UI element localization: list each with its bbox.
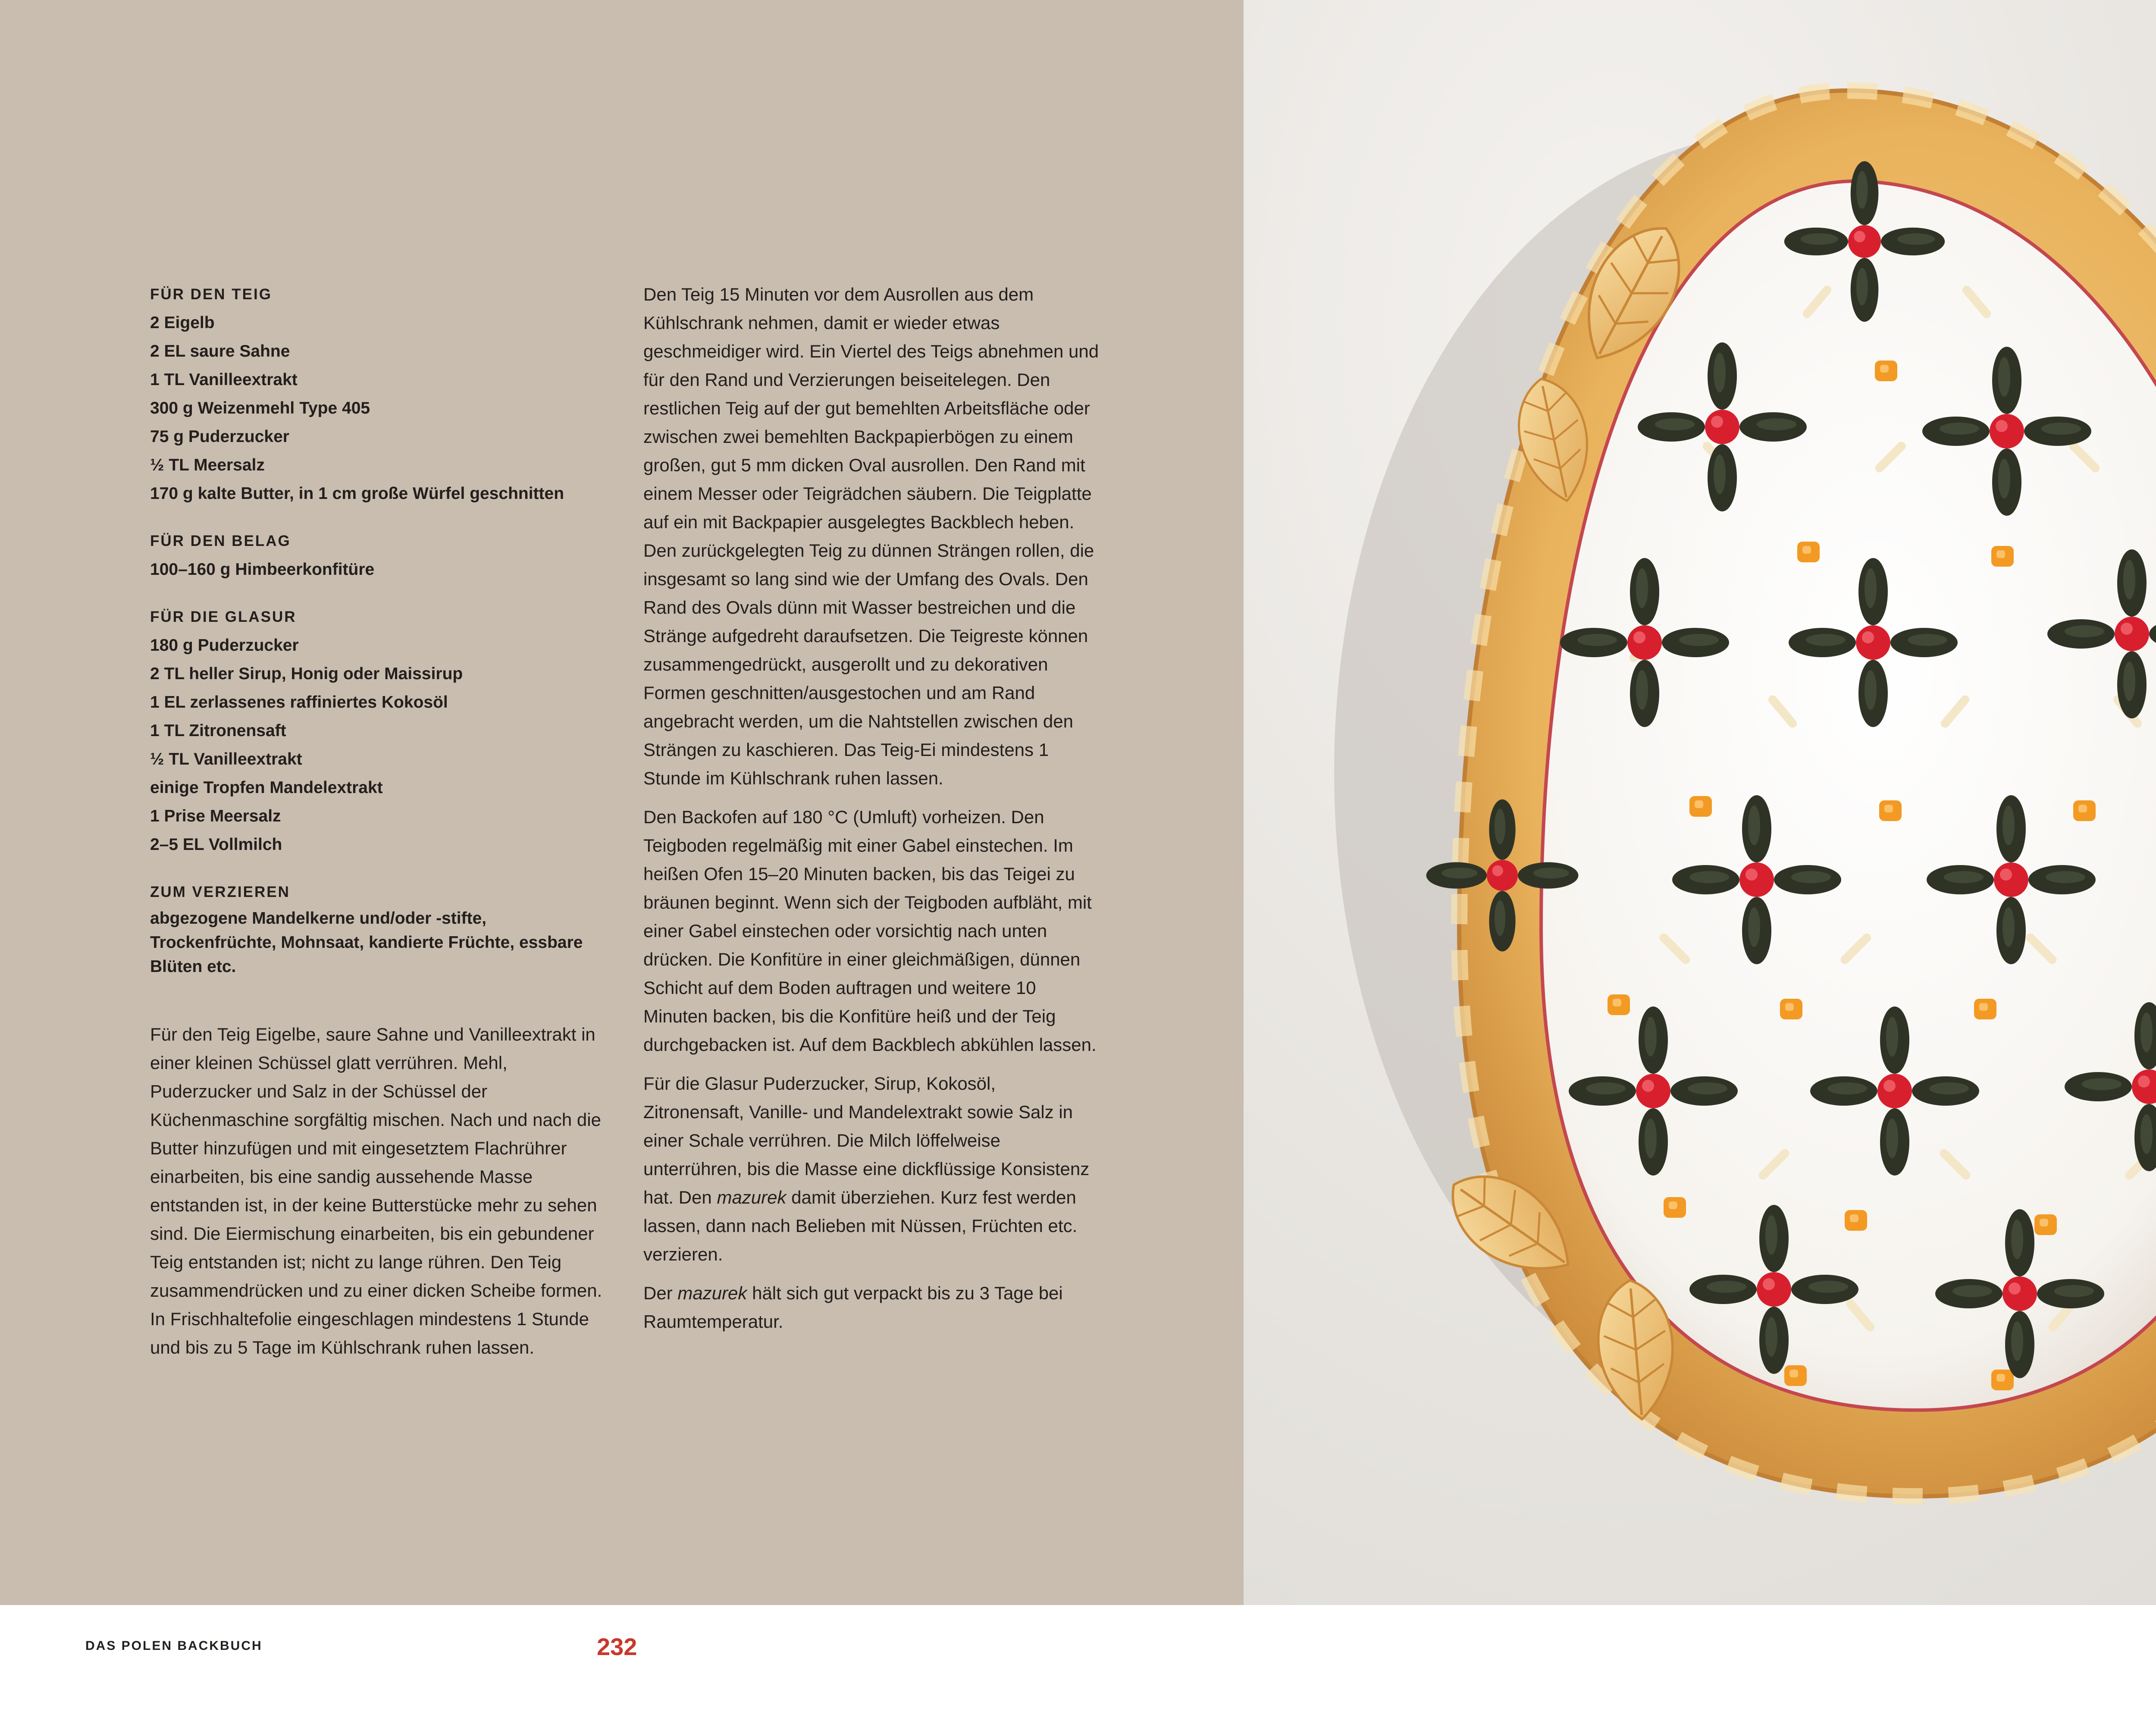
ingredient-item: 2–5 EL Vollmilch [150,835,282,854]
mazurek-photo [1244,0,2156,1605]
ingredient-item: 300 g Weizenmehl Type 405 [150,399,370,417]
text-span: Der [643,1283,678,1303]
ingredient-item: 2 Eigelb [150,314,215,332]
instruction-paragraph-2: Den Teig 15 Minuten vor dem Ausrollen aus dem Kühlschrank nehmen, damit er wieder etwas geschmeidiger wird. Ein Viertel des Teigs abnehmen und für den Rand und Verzierungen beiseitelegen. Den restlichen Teig auf der gut bemehlten Arbeitsfläche oder zwischen zwei bemehlten Backpapierbögen zu einem großen, gut 5 mm dicken Oval ausrollen. Den Rand mit einem Messer oder Teigrädchen säubern. Die Teigplatte auf ein mit Backpapier ausgelegtes Backblech heben. Den zurückgelegten Teig zu dünnen Strängen rollen, die insgesamt so lang sind wie der Umfang des Ovals. Den Rand des Ovals dünn mit Wasser bestreichen und die Stränge aufgedreht daraufsetzen. Die Teigreste können zusammengedrückt, ausgerollt und zu dekorativen Formen geschnitten/ausgestochen und am Rand angebracht werden, um die Nahtstellen zwischen den Strängen zu kaschieren. Das Teig-Ei mindestens 1 Stunde im Kühlschrank ruhen lassen. [643,284,1099,788]
instruction-paragraph-1: Für den Teig Eigelbe, saure Sahne und Vanilleextrakt in einer kleinen Schüssel glatt verrühren. Mehl, Puderzucker und Salz in der Schüssel der Küchenmaschine sorgfältig mischen. Nach und nach die Butter hinzufügen und mit eingesetztem Flachrührer einarbeiten, bis eine sandig aussehende Masse entstanden ist, in der keine Butterstücke mehr zu sehen sind. Die Eiermischung einarbeiten, bis ein gebundener Teig entstanden ist; nicht zu lange rühren. Den Teig zusammendrücken und zu einer dicken Scheibe formen. In Frischhaltefolie eingeschlagen mindestens 1 Stunde und bis zu 5 Tage im Kühlschrank ruhen lassen. [150,1024,602,1358]
italic-term: mazurek [677,1283,747,1303]
ingredient-item: 2 TL heller Sirup, Honig oder Maissirup [150,665,463,683]
instructions-column [643,280,1100,1336]
ingredient-item: 75 g Puderzucker [150,427,289,446]
instruction-paragraph-5 [643,1279,1100,1336]
ingredient-item: 180 g Puderzucker [150,636,299,655]
instruction-paragraph-3: Den Backofen auf 180 °C (Umluft) vorheizen. Den Teigboden regelmäßig mit einer Gabel einstechen. Im heißen Ofen 15–20 Minuten backen, bis das Teigei zu bräunen beginnt. Wenn sich der Teigboden aufbläht, mit einer Gabel einstechen oder vorsichtig nach unten drücken. Die Konfitüre in einer gleichmäßigen, dünnen Schicht auf dem Boden auftragen und weitere 10 Minuten backen, bis die Konfitüre heiß und der Teig durchgebacken ist. Auf dem Backblech abkühlen lassen. [643,807,1097,1055]
ingredient-item: 2 EL saure Sahne [150,342,290,361]
book-title: DAS POLEN BACKBUCH [85,1639,263,1653]
mazurek-illustration [1244,0,2156,1605]
ingredient-item: ½ TL Vanilleextrakt [150,750,302,768]
ingredients-column [150,280,607,1362]
section-title-verzieren: ZUM VERZIEREN [150,884,290,900]
ingredient-item: 1 Prise Meersalz [150,807,281,825]
section-title-teig: FÜR DEN TEIG [150,286,272,303]
decoration-ingredients: abgezogene Mandelkerne und/oder -stifte, Trockenfrüchte, Mohnsaat, kandierte Früchte, essbare Blüten etc. [150,909,583,976]
section-title-glasur: FÜR DIE GLASUR [150,608,297,625]
ingredient-list-teig [150,309,607,508]
ingredient-item: 1 TL Zitronensaft [150,721,286,740]
text-span: hält sich gut verpackt bis zu 3 Tage bei Raumtemperatur. [643,1283,1063,1332]
ingredient-list-belag [150,555,607,584]
ingredient-item: ½ TL Meersalz [150,456,265,474]
section-title-belag: FÜR DEN BELAG [150,533,291,549]
instruction-paragraph-4 [643,1069,1100,1269]
ingredient-item: 170 g kalte Butter, in 1 cm große Würfel geschnitten [150,484,564,503]
ingredient-list-glasur [150,631,607,859]
text-span: Für die Glasur Puderzucker, Sirup, Kokosöl, Zitronensaft, Vanille- und Mandelextrakt sowie Salz in einer Schale verrühren. Die Milch löffelweise unterrühren, bis die Masse eine dickflüssige Konsistenz hat. Den [643,1073,1090,1207]
page-footer [0,1605,2156,1715]
italic-term: mazurek [717,1187,787,1207]
ingredient-item: 1 TL Vanilleextrakt [150,370,298,389]
ingredient-item: einige Tropfen Mandelextrakt [150,778,383,797]
text-span: damit überziehen. Kurz fest werden lassen, dann nach Belieben mit Nüssen, Früchten etc. verzieren. [643,1187,1078,1264]
ingredient-item: 1 EL zerlassenes raffiniertes Kokosöl [150,693,448,712]
ingredient-item: 100–160 g Himbeerkonfitüre [150,560,375,579]
page-number: 232 [597,1633,637,1660]
